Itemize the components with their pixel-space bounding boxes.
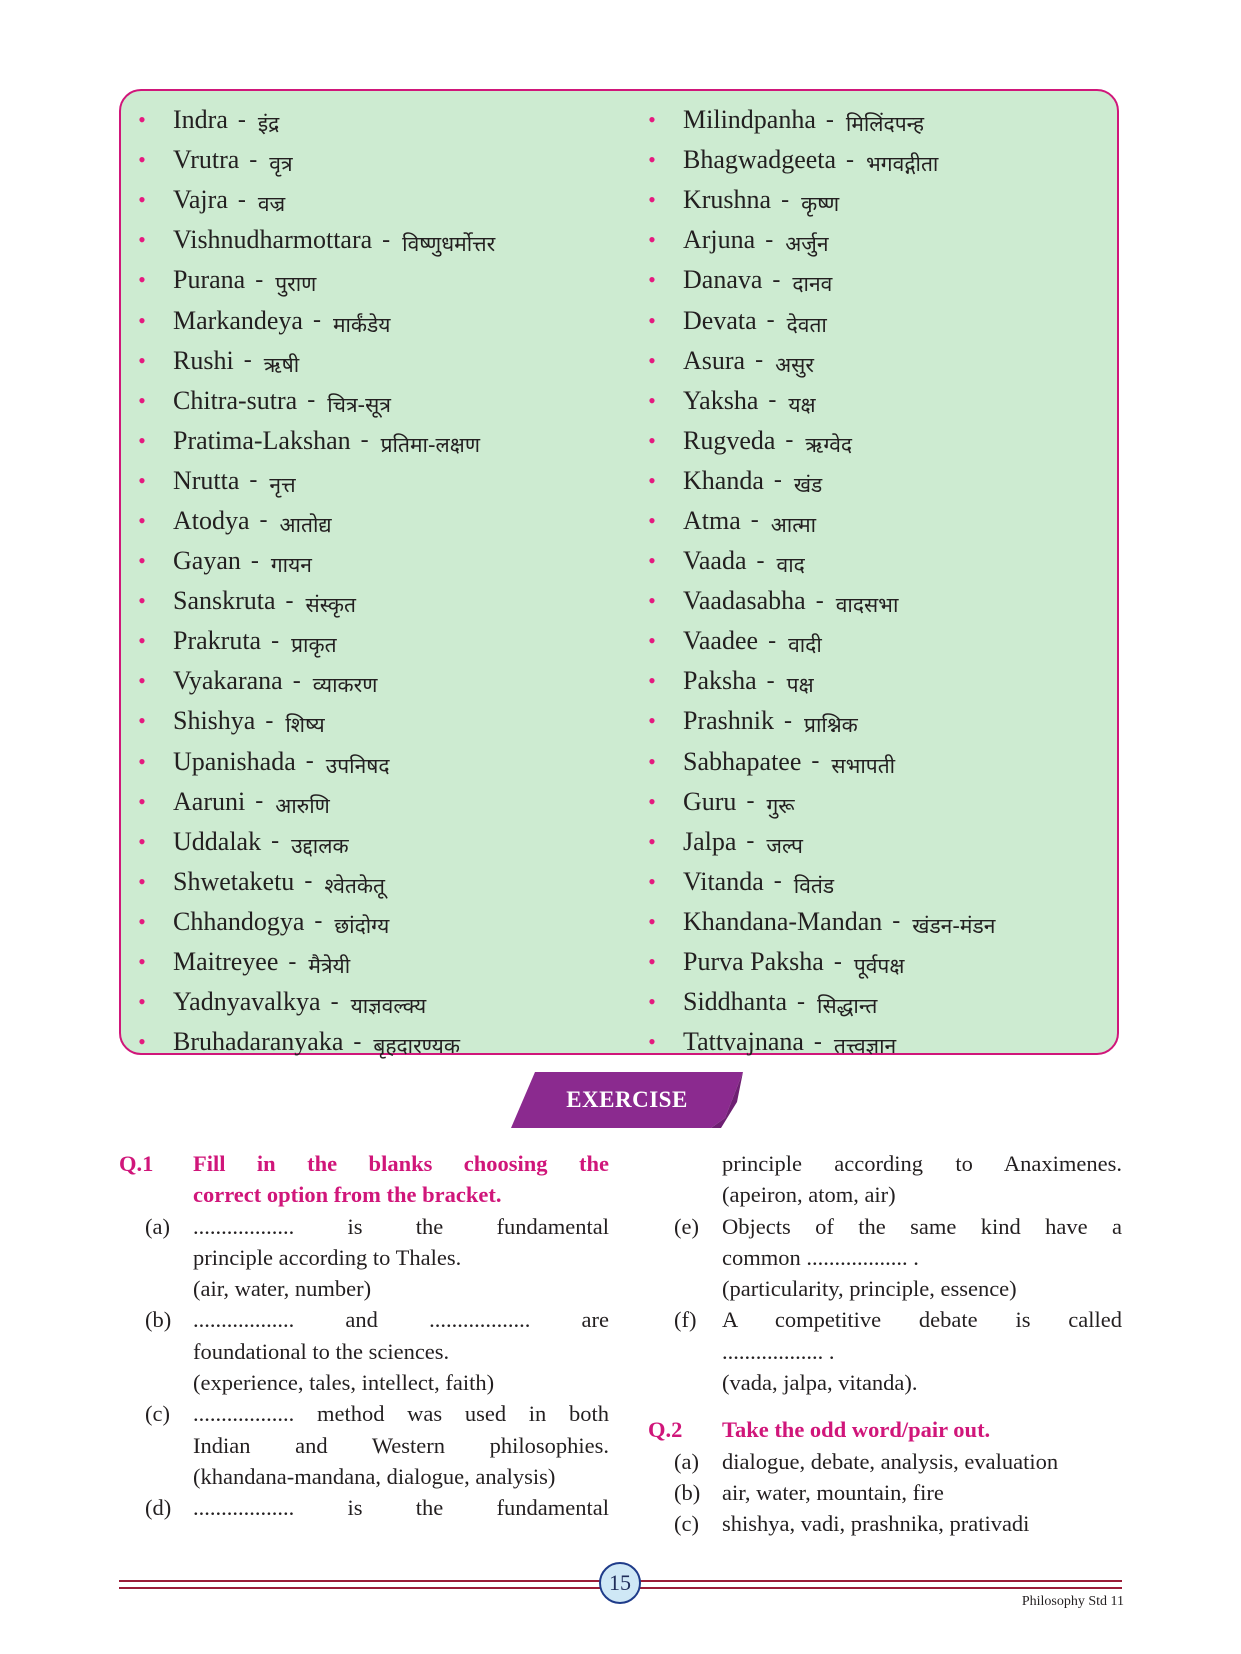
term-english: Vajra [173, 185, 228, 215]
term-devanagari: प्राकृत [291, 633, 337, 658]
bullet-icon: • [138, 147, 146, 173]
q1-item-d [145, 1492, 609, 1523]
glossary-right-column [631, 100, 995, 1062]
glossary-term [121, 701, 495, 741]
q1-item-d-cont [722, 1148, 1122, 1211]
term-devanagari: विष्णुधर्मोत्तर [402, 232, 496, 257]
q2-a-text: dialogue, debate, analysis, evaluation [722, 1448, 1059, 1474]
term-dash: - [746, 828, 755, 855]
term-english: Tattvajnana [683, 1027, 804, 1057]
term-english: Yaksha [683, 385, 759, 415]
term-dash: - [765, 226, 774, 253]
term-english: Vaada [683, 546, 747, 576]
term-devanagari: खंडन-मंडन [912, 913, 996, 938]
term-english: Chitra-sutra [173, 385, 298, 415]
q2-item-a [674, 1446, 1122, 1477]
bullet-icon: • [138, 187, 146, 213]
bullet-icon: • [648, 147, 656, 173]
term-devanagari: आरुणि [275, 793, 330, 818]
term-devanagari: जल्प [766, 833, 803, 858]
term-english: Devata [683, 305, 757, 335]
q1-c-options: (khandana-mandana, dialogue, analysis) [193, 1463, 556, 1489]
q1-f-label: (f) [674, 1307, 697, 1333]
term-dash: - [846, 146, 855, 173]
glossary-term [121, 541, 495, 581]
glossary-term [121, 341, 495, 381]
term-dash: - [360, 427, 369, 454]
glossary-term [631, 621, 995, 661]
bullet-icon: • [648, 668, 656, 694]
term-devanagari: सिद्धान्त [817, 994, 878, 1019]
q1-d-options: (apeiron, atom, air) [722, 1182, 896, 1208]
term-english: Uddalak [173, 826, 262, 856]
term-devanagari: कृष्ण [801, 192, 840, 217]
term-devanagari: चित्र-सूत्र [327, 392, 391, 417]
term-devanagari: दानव [792, 272, 833, 297]
exercise-banner [511, 1072, 743, 1128]
term-english: Upanishada [173, 746, 296, 776]
term-dash: - [249, 467, 258, 494]
term-devanagari: उपनिषद [325, 753, 390, 778]
bullet-icon: • [648, 628, 656, 654]
glossary-term [121, 581, 495, 621]
term-english: Purva Paksha [683, 947, 824, 977]
term-dash: - [773, 868, 782, 895]
term-dash: - [259, 507, 268, 534]
bullet-icon: • [648, 347, 656, 373]
glossary-term [121, 300, 495, 340]
term-devanagari: वितंड [793, 873, 835, 898]
term-dash: - [265, 707, 274, 734]
term-dash: - [750, 507, 759, 534]
term-dash: - [307, 387, 316, 414]
bullet-icon: • [138, 868, 146, 894]
term-devanagari: ऋषी [263, 352, 300, 377]
q1-a-line1: .................. is the fundamental [193, 1213, 609, 1239]
term-dash: - [237, 186, 246, 213]
term-dash: - [312, 307, 321, 334]
bullet-icon: • [138, 467, 146, 493]
term-english: Paksha [683, 666, 757, 696]
term-english: Atma [683, 505, 741, 535]
term-devanagari: देवता [786, 312, 827, 337]
bullet-icon: • [648, 949, 656, 975]
term-dash: - [766, 667, 775, 694]
term-dash: - [768, 627, 777, 654]
q1-e-options: (particularity, principle, essence) [722, 1276, 1017, 1302]
term-devanagari: मार्कंडेय [332, 312, 391, 337]
bullet-icon: • [138, 267, 146, 293]
term-dash: - [304, 868, 313, 895]
term-dash: - [353, 1028, 362, 1055]
term-english: Sanskruta [173, 586, 276, 616]
term-dash: - [237, 106, 246, 133]
glossary-term [631, 461, 995, 501]
term-devanagari: असुर [775, 352, 814, 377]
bullet-icon: • [648, 588, 656, 614]
bullet-icon: • [138, 828, 146, 854]
term-english: Vaadasabha [683, 586, 806, 616]
bullet-icon: • [648, 989, 656, 1015]
q1-item-f [674, 1304, 1122, 1398]
q2-a-label: (a) [674, 1448, 699, 1474]
bullet-icon: • [648, 1029, 656, 1055]
glossary-term [631, 341, 995, 381]
bullet-icon: • [648, 908, 656, 934]
q1-d-line2: principle according to Anaximenes. [722, 1151, 1122, 1176]
q1-b-line1: .................. and .................. are [193, 1307, 609, 1333]
glossary-term [121, 180, 495, 220]
term-devanagari: नृत्त [269, 472, 296, 497]
term-dash: - [382, 226, 391, 253]
glossary-term [631, 100, 995, 140]
bullet-icon: • [648, 187, 656, 213]
term-dash: - [314, 908, 323, 935]
term-devanagari: व्याकरण [312, 673, 378, 698]
term-english: Jalpa [683, 826, 737, 856]
term-devanagari: वादसभा [835, 593, 899, 618]
term-dash: - [833, 948, 842, 975]
term-english: Gayan [173, 546, 241, 576]
term-devanagari: इंद्र [257, 112, 280, 137]
term-devanagari: शिष्य [285, 713, 325, 738]
q2-number: Q.2 [648, 1417, 683, 1443]
term-dash: - [825, 106, 834, 133]
q1-e-line2: common .................. . [722, 1244, 919, 1270]
term-english: Chhandogya [173, 906, 305, 936]
term-devanagari: आत्मा [770, 512, 817, 537]
term-devanagari: यक्ष [788, 392, 816, 417]
term-english: Vaadee [683, 626, 759, 656]
q2-b-label: (b) [674, 1479, 701, 1505]
term-english: Atodya [173, 505, 250, 535]
term-english: Aaruni [173, 786, 246, 816]
page-number: 15 [599, 1562, 641, 1604]
term-devanagari: आतोद्य [279, 512, 332, 537]
q1-c-line1: .................. method was used in both [193, 1401, 609, 1427]
term-english: Rugveda [683, 425, 776, 455]
bullet-icon: • [138, 668, 146, 694]
q1-c-line2: Indian and Western philosophies. [193, 1432, 609, 1458]
glossary-term [631, 982, 995, 1022]
q1-title-line2: correct option from the bracket. [193, 1182, 502, 1208]
bullet-icon: • [648, 427, 656, 453]
q1-b-options: (experience, tales, intellect, faith) [193, 1370, 495, 1396]
glossary-term [121, 501, 495, 541]
term-english: Rushi [173, 345, 234, 375]
q1-e-label: (e) [674, 1213, 699, 1239]
term-devanagari: वृत्र [269, 152, 293, 177]
term-english: Siddhanta [683, 987, 787, 1017]
term-devanagari: अर्जुन [785, 232, 829, 257]
bullet-icon: • [138, 748, 146, 774]
term-devanagari: छांदोग्य [334, 913, 390, 938]
term-dash: - [815, 587, 824, 614]
glossary-term [121, 421, 495, 461]
term-dash: - [755, 347, 764, 374]
term-devanagari: गायन [270, 553, 312, 578]
term-dash: - [292, 667, 301, 694]
term-dash: - [797, 988, 805, 1015]
bullet-icon: • [648, 467, 656, 493]
glossary-term [121, 100, 495, 140]
q2-item-c [674, 1508, 1122, 1539]
q2-title: Take the odd word/pair out. [722, 1417, 991, 1443]
glossary-term [631, 822, 995, 862]
term-dash: - [285, 587, 294, 614]
book-title: Philosophy Std 11 [1021, 1594, 1124, 1609]
q2-c-text: shishya, vadi, prashnika, prativadi [722, 1511, 1030, 1537]
q1-a-label: (a) [145, 1213, 170, 1239]
glossary-term [631, 782, 995, 822]
term-dash: - [892, 908, 901, 935]
glossary-term [631, 140, 995, 180]
term-devanagari: पुराण [275, 272, 317, 297]
glossary-term [121, 862, 495, 902]
bullet-icon: • [138, 548, 146, 574]
bullet-icon: • [648, 708, 656, 734]
q1-a-options: (air, water, number) [193, 1276, 372, 1302]
term-english: Yadnyavalkya [173, 987, 321, 1017]
term-english: Vitanda [683, 866, 764, 896]
glossary-term [121, 220, 495, 260]
q1-d-label: (d) [145, 1495, 172, 1521]
bullet-icon: • [648, 828, 656, 854]
glossary-term [631, 381, 995, 421]
q1-b-label: (b) [145, 1307, 172, 1333]
bullet-icon: • [138, 788, 146, 814]
term-english: Guru [683, 786, 737, 816]
bullet-icon: • [138, 989, 146, 1015]
term-english: Indra [173, 105, 228, 135]
term-english: Shishya [173, 706, 256, 736]
term-dash: - [768, 387, 777, 414]
q2-c-label: (c) [674, 1511, 699, 1537]
bullet-icon: • [138, 908, 146, 934]
glossary-term [121, 782, 495, 822]
glossary-term [631, 581, 995, 621]
bullet-icon: • [648, 507, 656, 533]
bullet-icon: • [648, 788, 656, 814]
term-devanagari: वादी [788, 633, 822, 658]
term-english: Milindpanha [683, 105, 816, 135]
term-english: Nrutta [173, 465, 240, 495]
bullet-icon: • [648, 107, 656, 133]
term-english: Maitreyee [173, 947, 279, 977]
term-devanagari: वाद [776, 553, 805, 578]
glossary-term [121, 742, 495, 782]
term-dash: - [766, 307, 775, 334]
bullet-icon: • [138, 628, 146, 654]
bullet-icon: • [648, 267, 656, 293]
bullet-icon: • [648, 227, 656, 253]
glossary-term [631, 862, 995, 902]
glossary-term [121, 1022, 495, 1062]
bullet-icon: • [138, 1029, 146, 1055]
glossary-term [121, 902, 495, 942]
term-dash: - [255, 266, 264, 293]
term-devanagari: सभापती [831, 753, 896, 778]
term-devanagari: याज्ञवल्क्य [350, 994, 427, 1019]
term-dash: - [785, 427, 794, 454]
term-english: Krushna [683, 185, 772, 215]
term-english: Vyakarana [173, 666, 283, 696]
term-dash: - [305, 748, 314, 775]
bullet-icon: • [648, 387, 656, 413]
q1-number: Q.1 [119, 1151, 154, 1176]
q1-a-line2: principle according to Thales. [193, 1244, 462, 1270]
term-devanagari: मैत्रेयी [308, 954, 351, 979]
q1-f-line1: A competitive debate is called [722, 1307, 1122, 1333]
bullet-icon: • [648, 548, 656, 574]
term-devanagari: संस्कृत [305, 593, 357, 618]
term-devanagari: उद्दालक [291, 833, 349, 858]
exercise-heading: EXERCISE [566, 1087, 688, 1112]
term-dash: - [784, 707, 792, 734]
bullet-icon: • [138, 107, 146, 133]
term-dash: - [746, 788, 755, 815]
term-english: Khandana-Mandan [683, 906, 883, 936]
bullet-icon: • [138, 588, 146, 614]
term-dash: - [330, 988, 339, 1015]
term-english: Khanda [683, 465, 764, 495]
glossary-term [121, 661, 495, 701]
term-english: Asura [683, 345, 746, 375]
term-devanagari: प्राश्निक [804, 713, 858, 738]
glossary-term [121, 982, 495, 1022]
term-english: Bruhadaranyaka [173, 1027, 344, 1057]
term-dash: - [811, 748, 820, 775]
term-dash: - [772, 266, 781, 293]
term-dash: - [271, 828, 280, 855]
term-english: Arjuna [683, 225, 756, 255]
term-devanagari: तत्त्वज्ञान [833, 1034, 897, 1059]
glossary-term [631, 421, 995, 461]
term-devanagari: गुरू [766, 793, 795, 818]
bullet-icon: • [138, 387, 146, 413]
term-dash: - [288, 948, 297, 975]
bullet-icon: • [138, 307, 146, 333]
q1-item-a [145, 1211, 609, 1305]
term-devanagari: मिलिंदपन्ह [845, 112, 925, 137]
q1-c-label: (c) [145, 1401, 170, 1427]
q2-b-text: air, water, mountain, fire [722, 1479, 944, 1505]
term-devanagari: पक्ष [786, 673, 814, 698]
q1-d-line1: .................. is the fundamental [193, 1495, 609, 1521]
glossary-term [631, 300, 995, 340]
term-devanagari: श्वेतकेतू [324, 873, 385, 898]
term-devanagari: पूर्वपक्ष [853, 954, 905, 979]
term-devanagari: ऋग्वेद [805, 432, 853, 457]
term-english: Vishnudharmottara [173, 225, 373, 255]
glossary-term [631, 1022, 995, 1062]
bullet-icon: • [138, 347, 146, 373]
term-dash: - [756, 547, 765, 574]
term-english: Pratima-Lakshan [173, 425, 351, 455]
q1-f-options: (vada, jalpa, vitanda). [722, 1370, 918, 1396]
glossary-term [631, 260, 995, 300]
term-devanagari: प्रतिमा-लक्षण [380, 432, 481, 457]
term-english: Sabhapatee [683, 746, 802, 776]
term-dash: - [773, 467, 782, 494]
term-dash: - [781, 186, 790, 213]
glossary-term [631, 220, 995, 260]
term-devanagari: खंड [793, 472, 823, 497]
q1-title-line1: Fill in the blanks choosing the [193, 1151, 609, 1176]
term-english: Shwetaketu [173, 866, 295, 896]
glossary-term [121, 822, 495, 862]
bullet-icon: • [138, 949, 146, 975]
term-english: Markandeya [173, 305, 303, 335]
glossary-box [119, 89, 1119, 1059]
term-dash: - [271, 627, 280, 654]
glossary-term [121, 140, 495, 180]
glossary-term [631, 942, 995, 982]
q1-continued-block [648, 1148, 1122, 1540]
term-english: Prashnik [683, 706, 774, 736]
term-dash: - [249, 146, 258, 173]
glossary-term [631, 501, 995, 541]
term-english: Vrutra [173, 145, 240, 175]
bullet-icon: • [648, 307, 656, 333]
bullet-icon: • [138, 507, 146, 533]
term-english: Bhagwadgeeta [683, 145, 837, 175]
bullet-icon: • [648, 748, 656, 774]
term-dash: - [243, 347, 252, 374]
glossary-term [631, 902, 995, 942]
term-english: Danava [683, 265, 763, 295]
q1-item-c [145, 1398, 609, 1492]
term-dash: - [255, 788, 264, 815]
bullet-icon: • [138, 427, 146, 453]
q1-block [119, 1148, 609, 1524]
glossary-term [121, 260, 495, 300]
bullet-icon: • [138, 708, 146, 734]
glossary-term [631, 180, 995, 220]
q2-block [648, 1414, 1122, 1539]
term-dash: - [250, 547, 259, 574]
bullet-icon: • [648, 868, 656, 894]
glossary-term [631, 701, 995, 741]
glossary-term [631, 541, 995, 581]
glossary-left-column [121, 100, 495, 1062]
q1-b-line2: foundational to the sciences. [193, 1338, 450, 1364]
term-english: Purana [173, 265, 246, 295]
term-devanagari: भगवद्गीता [866, 152, 939, 177]
q1-item-b [145, 1304, 609, 1398]
term-dash: - [813, 1028, 822, 1055]
glossary-term [121, 621, 495, 661]
q1-item-e [674, 1211, 1122, 1305]
term-english: Prakruta [173, 626, 262, 656]
term-devanagari: वज्र [257, 192, 286, 217]
q2-item-b [674, 1477, 1122, 1508]
bullet-icon: • [138, 227, 146, 253]
q1-f-line2: .................. . [722, 1338, 835, 1364]
glossary-term [631, 661, 995, 701]
term-devanagari: बृहदारण्यक [373, 1034, 460, 1059]
glossary-term [121, 461, 495, 501]
glossary-term [121, 942, 495, 982]
q1-e-line1: Objects of the same kind have a [722, 1213, 1122, 1239]
glossary-term [121, 381, 495, 421]
glossary-term [631, 742, 995, 782]
